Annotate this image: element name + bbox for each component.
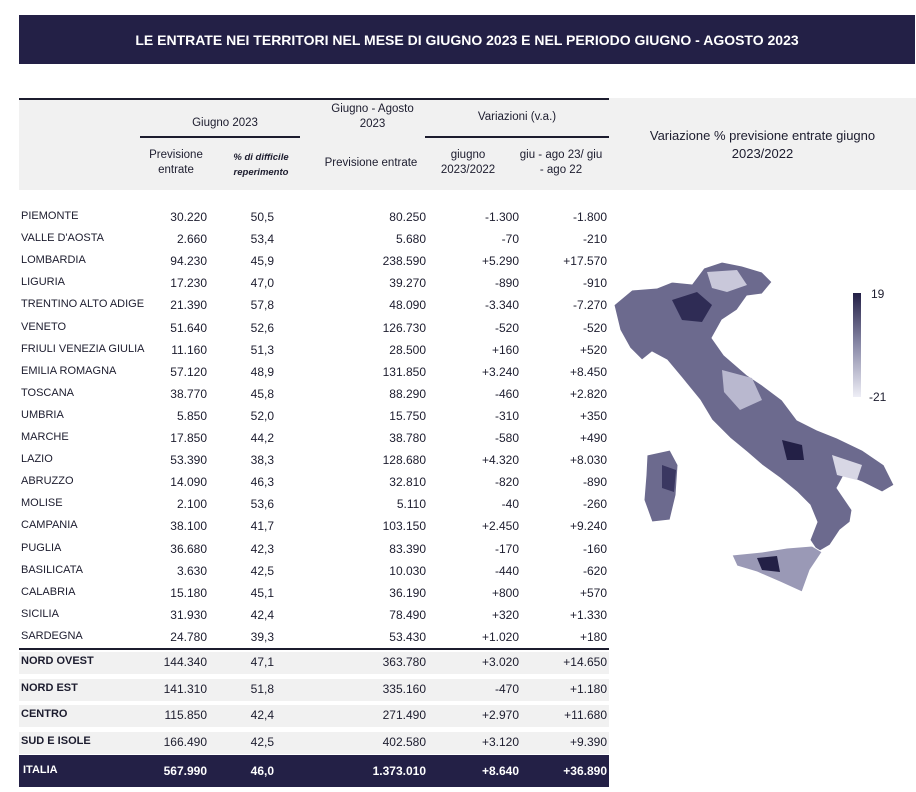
row-cell: 3.630 xyxy=(176,563,207,578)
row-cell: 53.430 xyxy=(389,629,426,644)
row-cell: 45,9 xyxy=(250,254,274,269)
row-label: CENTRO xyxy=(21,708,68,720)
row-cell: +8.450 xyxy=(569,364,607,379)
row-cell: 57.120 xyxy=(170,364,207,379)
header-col-previsione: Previsione entrate xyxy=(149,149,203,176)
region-row xyxy=(19,340,609,362)
row-cell: 363.780 xyxy=(382,655,426,669)
row-cell: 5.680 xyxy=(395,232,426,247)
row-cell: +520 xyxy=(579,342,607,357)
row-cell: 38.780 xyxy=(389,431,426,445)
row-cell: 126.730 xyxy=(382,320,426,335)
row-cell: 32.810 xyxy=(389,475,426,490)
row-cell: 78.490 xyxy=(389,607,426,622)
row-label: UMBRIA xyxy=(21,408,64,421)
row-cell: -890 xyxy=(582,475,607,490)
region-row xyxy=(19,561,609,583)
areas-top-rule xyxy=(19,648,609,650)
row-cell: -520 xyxy=(582,320,607,335)
row-label: PUGLIA xyxy=(21,541,62,554)
row-cell: -470 xyxy=(494,681,519,696)
row-label: LAZIO xyxy=(21,453,53,466)
row-label: VENETO xyxy=(21,320,67,333)
row-cell: 42,3 xyxy=(250,541,274,556)
row-cell: 2.660 xyxy=(176,232,207,247)
header-col-var-periodo: giu - ago 23/ giu - ago 22 xyxy=(519,149,603,176)
row-cell: 50,5 xyxy=(250,210,274,224)
row-cell: 57,8 xyxy=(250,298,274,313)
page-title-banner xyxy=(19,15,915,64)
row-label: EMILIA ROMAGNA xyxy=(21,364,117,377)
row-cell: +9.390 xyxy=(569,734,607,749)
row-cell: 39.270 xyxy=(389,276,426,291)
row-cell: -40 xyxy=(501,497,519,512)
row-cell: 53.390 xyxy=(170,453,207,468)
header-group-variazioni: Variazioni (v.a.) xyxy=(477,111,557,123)
row-cell: 144.340 xyxy=(163,655,207,669)
row-label: TRENTINO ALTO ADIGE xyxy=(21,298,145,311)
row-label: LIGURIA xyxy=(21,276,66,289)
row-cell: 115.850 xyxy=(164,708,207,722)
total-cell: 46,0 xyxy=(250,764,274,778)
area-row xyxy=(19,732,609,754)
row-cell: 42,5 xyxy=(250,734,274,749)
region-row xyxy=(19,295,609,317)
total-label: ITALIA xyxy=(23,764,58,776)
row-label: BASILICATA xyxy=(21,563,83,576)
row-label: PIEMONTE xyxy=(21,210,79,222)
header-col-difficile: % di difficile reperimento xyxy=(233,152,289,178)
row-label: MARCHE xyxy=(21,431,69,443)
row-cell: 36.680 xyxy=(170,541,207,556)
map-title: Variazione % previsione entrate giugno 2023/2022 xyxy=(649,128,876,161)
row-label: SICILIA xyxy=(21,607,59,620)
header-group-rule-giugno xyxy=(140,136,300,138)
row-cell: -260 xyxy=(582,497,607,512)
row-cell: 11.160 xyxy=(171,342,207,357)
row-cell: 271.490 xyxy=(382,708,426,722)
row-cell: 94.230 xyxy=(170,254,207,269)
row-cell: +2.450 xyxy=(481,519,519,534)
row-cell: 42,4 xyxy=(250,708,274,722)
header-col-previsione-periodo: Previsione entrate xyxy=(324,157,418,169)
total-cell: 1.373.010 xyxy=(372,764,426,778)
row-label: FRIULI VENEZIA GIULIA xyxy=(21,342,145,355)
region-row xyxy=(19,627,609,649)
row-cell: 30.220 xyxy=(170,210,207,224)
row-cell: 5.110 xyxy=(396,497,426,512)
region-row xyxy=(19,450,609,472)
row-cell: 80.250 xyxy=(389,210,426,224)
row-cell: 131.850 xyxy=(382,364,426,379)
row-cell: 5.850 xyxy=(176,408,207,423)
row-cell: 38.770 xyxy=(170,386,207,401)
row-cell: 88.290 xyxy=(389,386,426,401)
row-cell: +1.020 xyxy=(481,629,519,644)
row-label: NORD EST xyxy=(21,681,78,694)
row-cell: 166.490 xyxy=(163,734,207,749)
row-cell: -160 xyxy=(582,541,607,556)
row-cell: -440 xyxy=(494,563,519,578)
row-cell: 48.090 xyxy=(389,298,426,313)
row-cell: 17.230 xyxy=(170,276,207,291)
region-row xyxy=(19,494,609,516)
row-cell: 103.150 xyxy=(382,519,426,534)
total-cell: 567.990 xyxy=(163,764,207,778)
region-row xyxy=(19,251,609,273)
region-row xyxy=(19,516,609,538)
area-row xyxy=(19,652,609,674)
region-row xyxy=(19,472,609,494)
total-cell: +36.890 xyxy=(563,764,607,778)
row-label: LOMBARDIA xyxy=(21,254,86,267)
region-row xyxy=(19,428,609,450)
row-cell: -620 xyxy=(582,563,607,578)
row-cell: -1.300 xyxy=(484,210,519,224)
row-cell: +9.240 xyxy=(569,519,607,534)
total-row xyxy=(19,755,609,787)
row-cell: +3.020 xyxy=(481,655,519,669)
row-cell: 24.780 xyxy=(170,629,207,644)
row-cell: +160 xyxy=(491,342,519,357)
row-cell: 38.100 xyxy=(170,519,207,534)
row-cell: 53,6 xyxy=(250,497,274,512)
region-row xyxy=(19,318,609,340)
row-cell: -210 xyxy=(582,232,607,247)
row-cell: -910 xyxy=(582,276,607,291)
row-cell: 45,8 xyxy=(250,386,274,401)
row-label: NORD OVEST xyxy=(21,655,94,667)
row-cell: 141.310 xyxy=(163,681,207,696)
region-row xyxy=(19,273,609,295)
row-cell: +17.570 xyxy=(563,254,607,269)
row-cell: +350 xyxy=(579,408,607,423)
row-cell: 335.160 xyxy=(382,681,426,696)
row-cell: 45,1 xyxy=(250,585,274,600)
row-cell: +570 xyxy=(579,585,607,600)
row-label: TOSCANA xyxy=(21,386,74,399)
row-cell: 36.190 xyxy=(389,585,426,600)
row-cell: 51.640 xyxy=(170,320,207,335)
region-row xyxy=(19,539,609,561)
row-cell: 21.390 xyxy=(170,298,207,313)
row-cell: 47,0 xyxy=(250,276,274,291)
row-cell: 52,0 xyxy=(250,408,274,423)
row-cell: 41,7 xyxy=(250,519,274,534)
row-label: CALABRIA xyxy=(21,585,76,598)
row-cell: 48,9 xyxy=(250,364,274,379)
row-cell: -890 xyxy=(494,276,519,291)
row-cell: 44,2 xyxy=(250,431,274,445)
row-cell: 402.580 xyxy=(382,734,426,749)
row-cell: 2.100 xyxy=(176,497,207,512)
area-row xyxy=(19,679,609,701)
row-label: VALLE D'AOSTA xyxy=(21,232,104,245)
row-cell: +180 xyxy=(579,629,607,644)
row-cell: 42,5 xyxy=(250,563,274,578)
header-group-periodo: Giugno - Agosto 2023 xyxy=(331,103,414,130)
row-cell: 10.030 xyxy=(389,563,426,578)
row-cell: 15.750 xyxy=(389,408,426,423)
row-cell: 238.590 xyxy=(382,254,426,269)
header-group-giugno: Giugno 2023 xyxy=(192,117,258,129)
row-cell: -3.340 xyxy=(484,298,519,313)
region-row xyxy=(19,384,609,406)
row-cell: -520 xyxy=(494,320,519,335)
region-row xyxy=(19,207,609,229)
region-row xyxy=(19,406,609,428)
area-row xyxy=(19,705,609,727)
row-cell: 28.500 xyxy=(389,342,426,357)
row-cell: +4.320 xyxy=(481,453,519,468)
row-cell: 17.850 xyxy=(170,431,207,445)
row-label: ABRUZZO xyxy=(21,475,74,488)
row-cell: 128.680 xyxy=(382,453,426,468)
row-cell: +14.650 xyxy=(563,655,607,669)
row-cell: -580 xyxy=(494,431,519,445)
row-cell: 47,1 xyxy=(250,655,274,669)
map-legend-bar xyxy=(853,293,861,397)
row-cell: 52,6 xyxy=(250,320,274,335)
row-cell: 53,4 xyxy=(250,232,274,247)
row-cell: +800 xyxy=(491,585,519,600)
row-cell: -7.270 xyxy=(572,298,607,313)
row-cell: +490 xyxy=(579,431,607,445)
total-cell: +8.640 xyxy=(481,764,519,778)
row-cell: 15.180 xyxy=(170,585,207,600)
row-cell: +2.970 xyxy=(481,708,519,722)
row-cell: 83.390 xyxy=(389,541,426,556)
map-legend-min: -21 xyxy=(869,390,887,404)
region-row xyxy=(19,229,609,251)
row-cell: +3.240 xyxy=(481,364,519,379)
row-cell: +320 xyxy=(491,607,519,622)
row-cell: -460 xyxy=(494,386,519,401)
row-cell: +3.120 xyxy=(481,734,519,749)
row-cell: +1.180 xyxy=(569,681,607,696)
row-cell: 46,3 xyxy=(250,475,274,490)
row-cell: +2.820 xyxy=(569,386,607,401)
row-label: CAMPANIA xyxy=(21,519,78,532)
row-cell: 31.930 xyxy=(170,607,207,622)
region-row xyxy=(19,605,609,627)
row-cell: +1.330 xyxy=(569,607,607,622)
row-cell: -1.800 xyxy=(572,210,607,224)
row-cell: 42,4 xyxy=(250,607,274,622)
row-label: SARDEGNA xyxy=(21,629,83,642)
region-row xyxy=(19,362,609,384)
row-cell: -310 xyxy=(494,408,519,423)
header-col-var-giugno: giugno 2023/2022 xyxy=(440,149,496,176)
row-cell: 51,3 xyxy=(250,342,274,357)
row-cell: +5.290 xyxy=(481,254,519,269)
page-title: LE ENTRATE NEI TERRITORI NEL MESE DI GIUGNO 2023 E NEL PERIODO GIUGNO - AGOSTO 2023 xyxy=(135,31,799,48)
row-cell: 51,8 xyxy=(250,681,274,696)
row-cell: -820 xyxy=(494,475,519,490)
row-cell: 14.090 xyxy=(170,475,207,490)
header-top-rule xyxy=(19,98,609,100)
row-cell: 39,3 xyxy=(250,629,274,644)
row-cell: -70 xyxy=(501,232,519,247)
row-cell: +8.030 xyxy=(569,453,607,468)
row-cell: -170 xyxy=(494,541,519,556)
region-row xyxy=(19,583,609,605)
row-cell: +11.680 xyxy=(564,708,607,722)
header-group-rule-variazioni xyxy=(425,136,609,138)
row-label: MOLISE xyxy=(21,497,63,510)
map-legend-max: 19 xyxy=(871,287,885,301)
row-cell: 38,3 xyxy=(250,453,274,468)
row-label: SUD E ISOLE xyxy=(21,734,91,747)
